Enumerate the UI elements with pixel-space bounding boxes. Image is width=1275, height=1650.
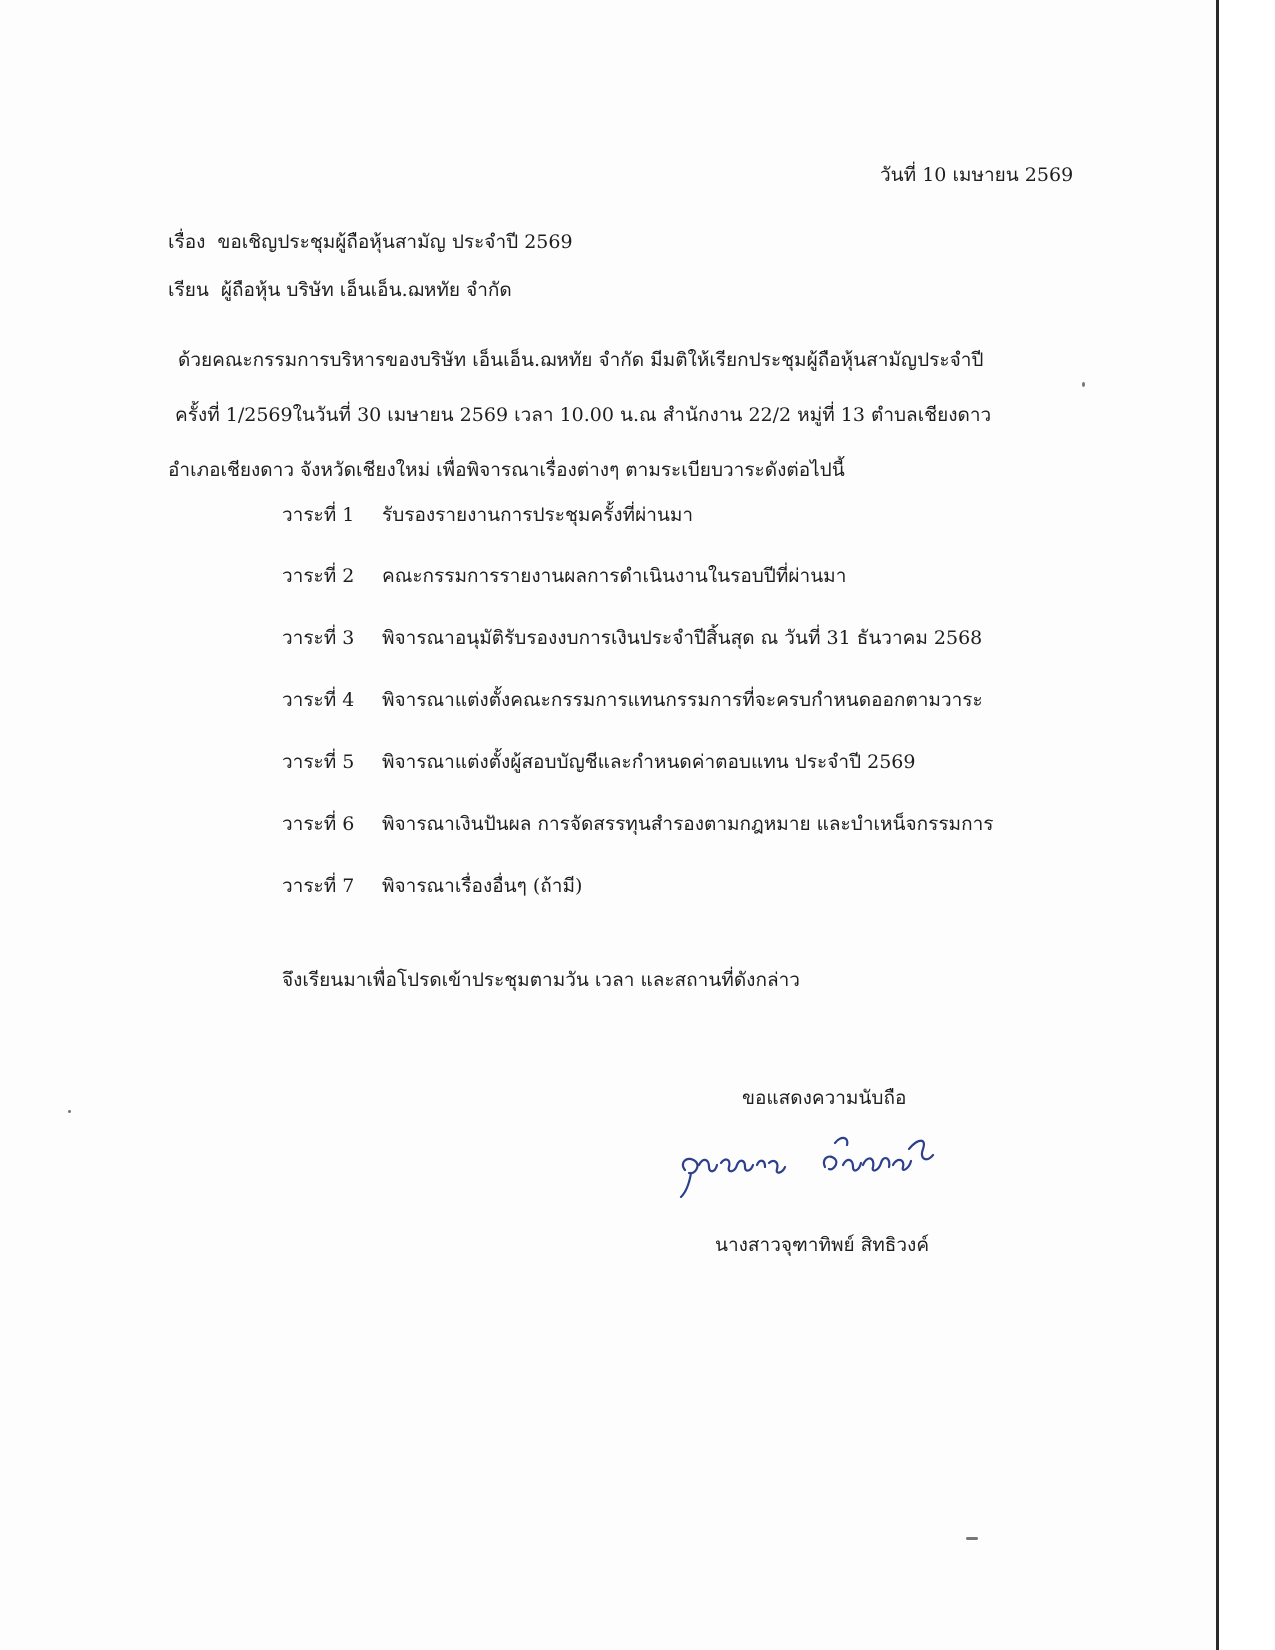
paper-speck [1082, 382, 1085, 387]
recipient-text: ผู้ถือหุ้น บริษัท เอ็นเอ็น.ฌหทัย จำกัด [220, 279, 512, 301]
agenda-text: พิจารณาเรื่องอื่นๆ (ถ้ามี) [382, 875, 583, 897]
closing-line: จึงเรียนมาเพื่อโปรดเข้าประชุมตามวัน เวลา และสถานที่ดังกล่าว [282, 969, 800, 991]
agenda-item [282, 750, 915, 774]
agenda-label: วาระที่ 7 [282, 875, 355, 897]
handwritten-signature-icon [665, 1125, 965, 1205]
agenda-label: วาระที่ 2 [282, 565, 355, 587]
subject-label: เรื่อง [168, 231, 206, 253]
paper-speck [966, 1537, 978, 1540]
agenda-text: คณะกรรมการรายงานผลการดำเนินงานในรอบปีที่ผ่านมา [382, 565, 847, 587]
subject-text: ขอเชิญประชุมผู้ถือหุ้นสามัญ ประจำปี 2569 [217, 231, 573, 253]
agenda-text: พิจารณาอนุมัติรับรองงบการเงินประจำปีสิ้นสุด ณ วันที่ 31 ธันวาคม 2568 [382, 627, 983, 649]
page-margin [1219, 0, 1275, 1650]
body-paragraph-line: ครั้งที่ 1/2569ในวันที่ 30 เมษายน 2569 เวลา 10.00 น.ณ สำนักงาน 22/2 หมู่ที่ 13 ตำบลเชียงดาว [175, 404, 992, 426]
agenda-label: วาระที่ 4 [282, 689, 355, 711]
agenda-label: วาระที่ 6 [282, 813, 355, 835]
agenda-text: รับรองรายงานการประชุมครั้งที่ผ่านมา [382, 504, 694, 526]
agenda-item [282, 564, 846, 588]
agenda-text: พิจารณาแต่งตั้งคณะกรรมการแทนกรรมการที่จะครบกำหนดออกตามวาระ [382, 689, 983, 711]
paper-speck [68, 1110, 71, 1113]
agenda-text: พิจารณาแต่งตั้งผู้สอบบัญชีและกำหนดค่าตอบแทน ประจำปี 2569 [382, 751, 916, 773]
regards-line: ขอแสดงความนับถือ [742, 1087, 907, 1109]
agenda-item [282, 688, 983, 712]
recipient-label: เรียน [168, 279, 209, 301]
body-paragraph-line: อำเภอเชียงดาว จังหวัดเชียงใหม่ เพื่อพิจารณาเรื่องต่างๆ ตามระเบียบวาระดังต่อไปนี้ [168, 459, 845, 481]
agenda-item [282, 812, 993, 836]
recipient-line [168, 278, 512, 302]
subject-line [168, 230, 573, 254]
agenda-item [282, 626, 982, 650]
agenda-label: วาระที่ 1 [282, 504, 355, 526]
agenda-text: พิจารณาเงินปันผล การจัดสรรทุนสำรองตามกฎหมาย และบำเหน็จกรรมการ [382, 813, 994, 835]
signer-name: นางสาวจุฑาทิพย์ สิทธิวงค์ [715, 1234, 930, 1256]
agenda-item [282, 874, 582, 898]
letter-date: วันที่ 10 เมษายน 2569 [880, 164, 1074, 186]
body-paragraph-line: ด้วยคณะกรรมการบริหารของบริษัท เอ็นเอ็น.ฌหทัย จำกัด มีมติให้เรียกประชุมผู้ถือหุ้นสามัญประจำปี [178, 349, 984, 371]
agenda-label: วาระที่ 3 [282, 627, 355, 649]
agenda-label: วาระที่ 5 [282, 751, 355, 773]
agenda-item [282, 503, 693, 527]
